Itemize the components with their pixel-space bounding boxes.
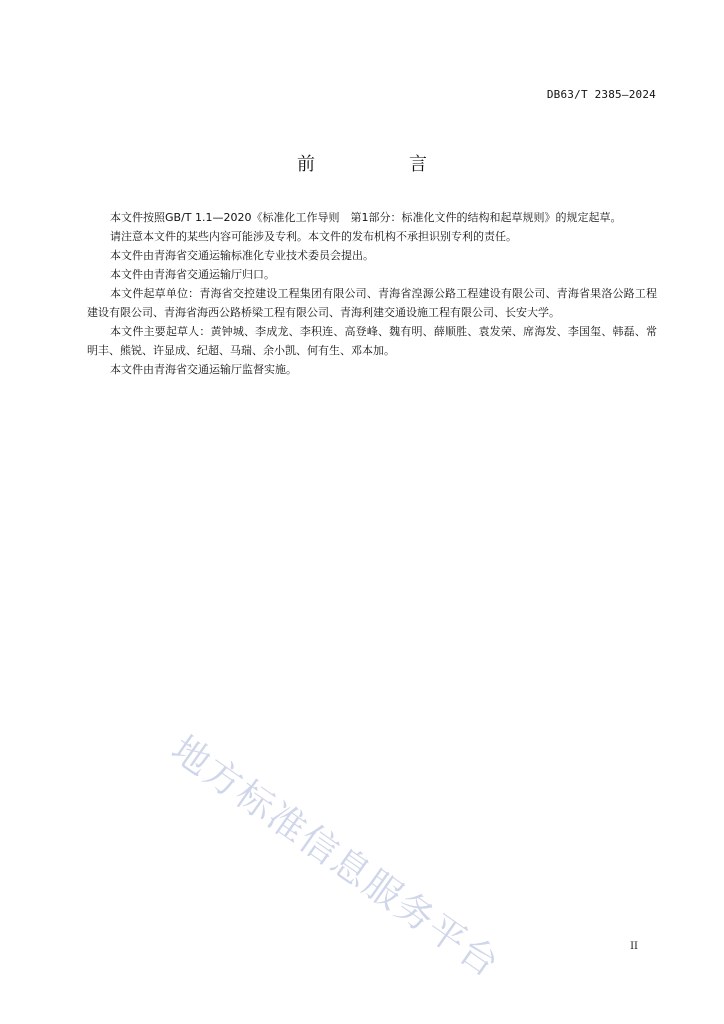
paragraph-proposer: 本文件由青海省交通运输标准化专业技术委员会提出。 bbox=[110, 249, 374, 262]
paragraph-drafting-rules: 本文件按照GB/T 1.1—2020《标准化工作导则 第1部分：标准化文件的结构和起草规则》的规定起草。 bbox=[110, 211, 622, 224]
page-title: 前 言 bbox=[297, 154, 465, 175]
paragraph-drafting-units: 本文件起草单位：青海省交控建设工程集团有限公司、青海省湟源公路工程建设有限公司、青海省果洛公路工程建设有限公司、青海省海西公路桥梁工程有限公司、青海利建交通设施工程有限公司、长安大学。 bbox=[87, 287, 657, 319]
paragraph-supervisor: 本文件由青海省交通运输厅监督实施。 bbox=[110, 363, 297, 376]
paragraph-patent-notice: 请注意本文件的某些内容可能涉及专利。本文件的发布机构不承担识别专利的责任。 bbox=[110, 230, 517, 243]
watermark: 地方标准信息服务平台 bbox=[163, 727, 508, 987]
paragraph-administrator: 本文件由青海省交通运输厅归口。 bbox=[110, 268, 275, 281]
page-number: II bbox=[630, 941, 638, 952]
standard-code: DB63/T 2385—2024 bbox=[546, 88, 656, 101]
paragraph-drafters: 本文件主要起草人：黄钟城、李成龙、李积连、高登峰、魏有明、薛顺胜、袁发荣、席海发、李国玺、韩磊、常明丰、熊锐、许显成、纪超、马瑞、余小凯、何有生、邓本加。 bbox=[87, 325, 657, 357]
foreword-body bbox=[87, 208, 657, 379]
